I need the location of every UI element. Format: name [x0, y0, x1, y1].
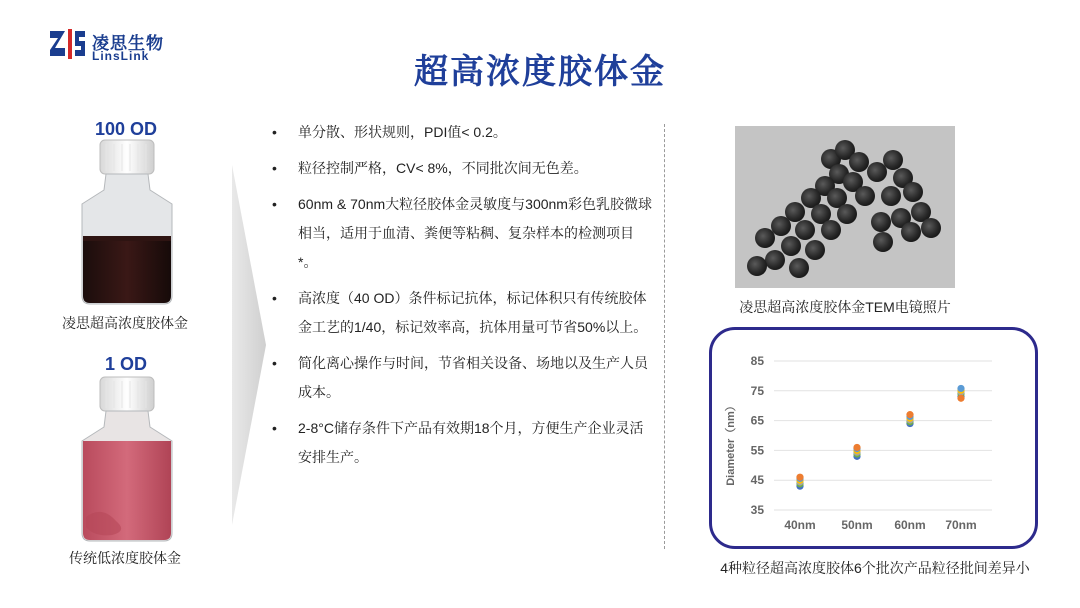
x-tick-label: 70nm	[945, 518, 977, 532]
y-tick-label: 75	[750, 383, 764, 398]
bullet-icon: •	[272, 290, 277, 306]
bullet-icon: •	[272, 160, 277, 176]
chart-grid	[774, 361, 992, 510]
particle-size-scatter-chart	[712, 330, 1035, 546]
feature-item	[272, 154, 652, 183]
top-bottle-caption: 凌思超高浓度胶体金	[62, 315, 188, 331]
x-tick-label: 50nm	[841, 518, 873, 532]
feature-text: 简化离心操作与时间，节省相关设备、场地以及生产人员成本。	[298, 355, 648, 400]
data-point	[957, 385, 964, 392]
y-axis-label: Diameter（nm）	[725, 400, 737, 486]
x-tick-label: 40nm	[784, 518, 816, 532]
logo-english-name: LinsLink	[92, 49, 150, 63]
y-tick-label: 35	[750, 503, 764, 517]
feature-text: 单分散、形状规则，PDI值< 0.2。	[298, 124, 507, 140]
bullet-icon: •	[272, 355, 277, 371]
logo-chinese-name: 凌思生物	[92, 34, 164, 53]
arrow-chevron-icon	[232, 165, 268, 525]
feature-item	[272, 349, 652, 407]
bottom-bottle-caption: 传统低浓度胶体金	[69, 550, 181, 566]
y-tick-label: 85	[750, 354, 764, 368]
feature-item	[272, 414, 652, 472]
feature-text: 2-8°C储存条件下产品有效期18个月，方便生产企业灵活安排生产。	[298, 420, 644, 465]
data-point	[853, 444, 860, 451]
high-concentration-bottle-image	[72, 138, 182, 308]
feature-list	[272, 118, 652, 479]
vertical-divider	[664, 124, 665, 549]
top-od-label: 100 OD	[94, 119, 158, 139]
tem-micrograph-image	[735, 126, 955, 288]
y-tick-label: 45	[750, 473, 764, 488]
page-title: 超高浓度胶体金	[414, 53, 666, 91]
low-concentration-bottle-image	[72, 375, 182, 545]
data-points	[796, 385, 964, 490]
y-tick-label: 55	[750, 443, 764, 458]
feature-text: 高浓度（40 OD）条件标记抗体，标记体积只有传统胶体金工艺的1/40，标记效率高，抗体用量可节省50%以上。	[298, 290, 648, 335]
bullet-icon: •	[272, 124, 277, 140]
data-point	[796, 474, 803, 481]
feature-text: 60nm & 70nm大粒径胶体金灵敏度与300nm彩色乳胶微球相当，适用于血清、粪便等粘稠、复杂样本的检测项目*。	[298, 196, 652, 270]
y-tick-label: 65	[750, 413, 764, 428]
feature-text: 粒径控制严格，CV< 8%，不同批次间无色差。	[298, 160, 588, 176]
x-tick-label: 60nm	[894, 518, 926, 532]
bullet-icon: •	[272, 196, 277, 212]
feature-item	[272, 284, 652, 342]
y-axis-ticks	[751, 354, 765, 517]
bullet-icon: •	[272, 420, 277, 436]
bottom-od-label: 1 OD	[104, 354, 147, 374]
data-point	[957, 395, 964, 402]
x-axis-ticks	[784, 518, 976, 532]
data-point	[906, 411, 913, 418]
chart-caption: 4种粒径超高浓度胶体6个批次产品粒径批间差异小	[720, 560, 1030, 576]
feature-item	[272, 190, 652, 277]
nanoparticle-micrograph	[735, 126, 955, 288]
particle-size-chart-panel	[709, 327, 1038, 549]
feature-item	[272, 118, 652, 147]
tem-caption: 凌思超高浓度胶体金TEM电镜照片	[739, 299, 951, 315]
